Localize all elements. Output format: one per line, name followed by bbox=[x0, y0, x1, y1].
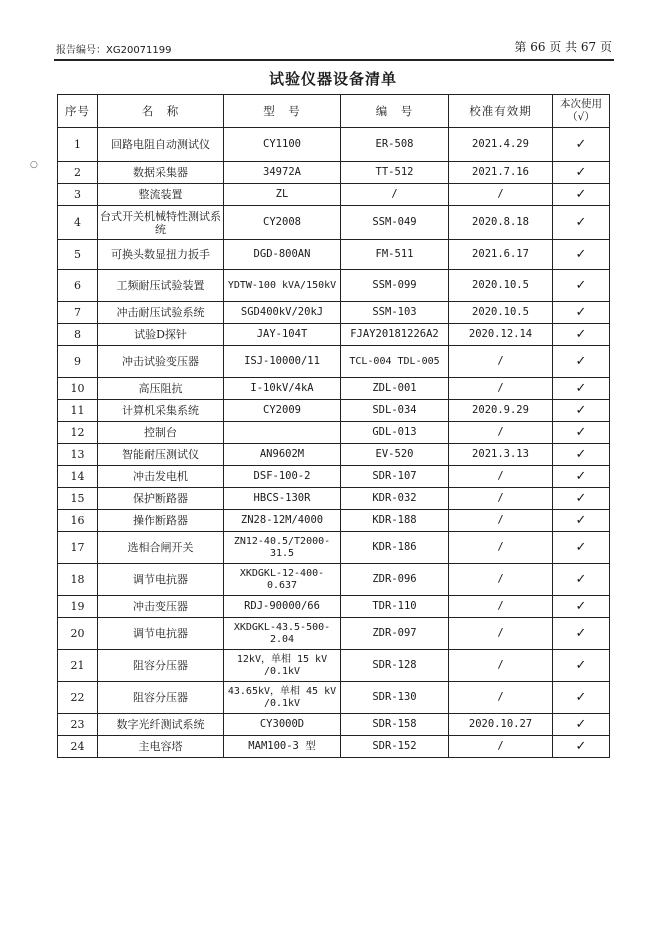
table-row bbox=[58, 618, 610, 650]
row-number: 10 bbox=[58, 378, 98, 400]
row-name: 操作断路器 bbox=[98, 510, 224, 532]
row-number: 23 bbox=[58, 714, 98, 736]
table-row bbox=[58, 128, 610, 162]
table-body bbox=[58, 128, 610, 758]
row-used-check: ✓ bbox=[553, 270, 610, 302]
row-name: 控制台 bbox=[98, 422, 224, 444]
row-code: SDR-130 bbox=[341, 682, 449, 714]
row-code: ER-508 bbox=[341, 128, 449, 162]
table-row bbox=[58, 240, 610, 270]
row-code: EV-520 bbox=[341, 444, 449, 466]
row-used-check: ✓ bbox=[553, 466, 610, 488]
row-name: 回路电阻自动测试仪 bbox=[98, 128, 224, 162]
row-code: SDR-107 bbox=[341, 466, 449, 488]
table-row bbox=[58, 650, 610, 682]
row-used-check: ✓ bbox=[553, 714, 610, 736]
row-valid: / bbox=[449, 618, 553, 650]
table-row bbox=[58, 324, 610, 346]
row-number: 9 bbox=[58, 346, 98, 378]
row-name: 冲击变压器 bbox=[98, 596, 224, 618]
row-valid: 2021.6.17 bbox=[449, 240, 553, 270]
row-number: 19 bbox=[58, 596, 98, 618]
row-used-check: ✓ bbox=[553, 510, 610, 532]
row-code: ZDL-001 bbox=[341, 378, 449, 400]
row-name: 调节电抗器 bbox=[98, 564, 224, 596]
table-row bbox=[58, 736, 610, 758]
row-used-check: ✓ bbox=[553, 240, 610, 270]
table-row bbox=[58, 400, 610, 422]
row-model: CY3000D bbox=[224, 714, 341, 736]
col-header-valid: 校准有效期 bbox=[449, 95, 553, 128]
row-name: 保护断路器 bbox=[98, 488, 224, 510]
row-used-check: ✓ bbox=[553, 378, 610, 400]
row-name: 选相合闸开关 bbox=[98, 532, 224, 564]
row-valid: / bbox=[449, 422, 553, 444]
row-number: 6 bbox=[58, 270, 98, 302]
row-valid: 2020.12.14 bbox=[449, 324, 553, 346]
row-name: 可换头数显扭力扳手 bbox=[98, 240, 224, 270]
report-number-value: XG20071199 bbox=[106, 45, 172, 56]
row-valid: 2021.4.29 bbox=[449, 128, 553, 162]
row-code: FJAY20181226A2 bbox=[341, 324, 449, 346]
row-number: 16 bbox=[58, 510, 98, 532]
row-model: MAM100-3 型 bbox=[224, 736, 341, 758]
table-row bbox=[58, 378, 610, 400]
col-header-name: 名 称 bbox=[98, 95, 224, 128]
table-row bbox=[58, 184, 610, 206]
table-row bbox=[58, 270, 610, 302]
row-code: FM-511 bbox=[341, 240, 449, 270]
row-valid: / bbox=[449, 488, 553, 510]
row-name: 计算机采集系统 bbox=[98, 400, 224, 422]
row-used-check: ✓ bbox=[553, 302, 610, 324]
row-valid: 2021.3.13 bbox=[449, 444, 553, 466]
row-model: 43.65kV，单相 45 kV /0.1kV bbox=[224, 682, 341, 714]
row-code: ZDR-097 bbox=[341, 618, 449, 650]
row-used-check: ✓ bbox=[553, 618, 610, 650]
row-model: XKDGKL-12-400-0.637 bbox=[224, 564, 341, 596]
row-used-check: ✓ bbox=[553, 564, 610, 596]
row-model: XKDGKL-43.5-500-2.04 bbox=[224, 618, 341, 650]
row-name: 冲击试验变压器 bbox=[98, 346, 224, 378]
row-code: SDR-152 bbox=[341, 736, 449, 758]
row-used-check: ✓ bbox=[553, 324, 610, 346]
row-name: 阻容分压器 bbox=[98, 650, 224, 682]
row-number: 1 bbox=[58, 128, 98, 162]
table-row bbox=[58, 346, 610, 378]
row-used-check: ✓ bbox=[553, 650, 610, 682]
row-code: SSM-049 bbox=[341, 206, 449, 240]
row-code: TT-512 bbox=[341, 162, 449, 184]
row-code: TCL-004 TDL-005 bbox=[341, 346, 449, 378]
col-header-model: 型 号 bbox=[224, 95, 341, 128]
row-number: 22 bbox=[58, 682, 98, 714]
row-used-check: ✓ bbox=[553, 532, 610, 564]
row-model: ZN28-12M/4000 bbox=[224, 510, 341, 532]
row-number: 13 bbox=[58, 444, 98, 466]
row-valid: / bbox=[449, 466, 553, 488]
row-number: 14 bbox=[58, 466, 98, 488]
equipment-table bbox=[57, 94, 610, 758]
row-valid: / bbox=[449, 510, 553, 532]
row-number: 5 bbox=[58, 240, 98, 270]
table-row bbox=[58, 162, 610, 184]
row-number: 15 bbox=[58, 488, 98, 510]
row-model: YDTW-100 kVA/150kV bbox=[224, 270, 341, 302]
row-model: SGD400kV/20kJ bbox=[224, 302, 341, 324]
table-row bbox=[58, 682, 610, 714]
row-number: 20 bbox=[58, 618, 98, 650]
row-model: DSF-100-2 bbox=[224, 466, 341, 488]
row-number: 7 bbox=[58, 302, 98, 324]
row-valid: / bbox=[449, 682, 553, 714]
page-title: 试验仪器设备清单 bbox=[268, 70, 397, 88]
row-valid: / bbox=[449, 564, 553, 596]
row-code: KDR-186 bbox=[341, 532, 449, 564]
col-header-code: 编 号 bbox=[341, 95, 449, 128]
row-valid: / bbox=[449, 596, 553, 618]
row-model: CY2008 bbox=[224, 206, 341, 240]
row-used-check: ✓ bbox=[553, 346, 610, 378]
row-name: 阻容分压器 bbox=[98, 682, 224, 714]
row-model: I-10kV/4kA bbox=[224, 378, 341, 400]
row-model bbox=[224, 422, 341, 444]
row-valid: 2020.10.5 bbox=[449, 270, 553, 302]
table-row bbox=[58, 488, 610, 510]
row-used-check: ✓ bbox=[553, 422, 610, 444]
row-name: 主电容塔 bbox=[98, 736, 224, 758]
table-row bbox=[58, 596, 610, 618]
row-number: 12 bbox=[58, 422, 98, 444]
row-number: 2 bbox=[58, 162, 98, 184]
row-model: ZL bbox=[224, 184, 341, 206]
table-row bbox=[58, 206, 610, 240]
row-code: KDR-188 bbox=[341, 510, 449, 532]
report-number-label: 报告编号： bbox=[56, 45, 106, 56]
row-code: / bbox=[341, 184, 449, 206]
row-name: 智能耐压测试仪 bbox=[98, 444, 224, 466]
row-model: DGD-800AN bbox=[224, 240, 341, 270]
col-header-no: 序号 bbox=[58, 95, 98, 128]
row-code: SSM-103 bbox=[341, 302, 449, 324]
row-valid: 2020.10.27 bbox=[449, 714, 553, 736]
col-header-used: 本次使用（√） bbox=[553, 95, 610, 128]
report-number bbox=[56, 41, 172, 56]
row-number: 4 bbox=[58, 206, 98, 240]
row-valid: 2020.8.18 bbox=[449, 206, 553, 240]
row-code: GDL-013 bbox=[341, 422, 449, 444]
table-row bbox=[58, 444, 610, 466]
row-model: ISJ-10000/11 bbox=[224, 346, 341, 378]
row-number: 18 bbox=[58, 564, 98, 596]
row-valid: 2021.7.16 bbox=[449, 162, 553, 184]
row-valid: / bbox=[449, 378, 553, 400]
row-code: ZDR-096 bbox=[341, 564, 449, 596]
table-row bbox=[58, 302, 610, 324]
row-used-check: ✓ bbox=[553, 444, 610, 466]
row-used-check: ✓ bbox=[553, 488, 610, 510]
row-used-check: ✓ bbox=[553, 128, 610, 162]
row-code: SDR-128 bbox=[341, 650, 449, 682]
row-name: 工频耐压试验装置 bbox=[98, 270, 224, 302]
row-model: RDJ-90000/66 bbox=[224, 596, 341, 618]
row-number: 8 bbox=[58, 324, 98, 346]
table-row bbox=[58, 422, 610, 444]
row-code: SSM-099 bbox=[341, 270, 449, 302]
row-name: 调节电抗器 bbox=[98, 618, 224, 650]
row-model: JAY-104T bbox=[224, 324, 341, 346]
row-name: 台式开关机械特性测试系统 bbox=[98, 206, 224, 240]
binder-mark: ○ bbox=[30, 160, 38, 170]
row-model: CY1100 bbox=[224, 128, 341, 162]
row-number: 17 bbox=[58, 532, 98, 564]
row-valid: / bbox=[449, 346, 553, 378]
row-name: 冲击耐压试验系统 bbox=[98, 302, 224, 324]
table-header-row bbox=[58, 95, 610, 128]
row-valid: 2020.10.5 bbox=[449, 302, 553, 324]
row-model: CY2009 bbox=[224, 400, 341, 422]
row-used-check: ✓ bbox=[553, 736, 610, 758]
row-valid: / bbox=[449, 650, 553, 682]
table-row bbox=[58, 564, 610, 596]
row-code: KDR-032 bbox=[341, 488, 449, 510]
row-number: 21 bbox=[58, 650, 98, 682]
row-code: TDR-110 bbox=[341, 596, 449, 618]
table-row bbox=[58, 714, 610, 736]
row-code: SDL-034 bbox=[341, 400, 449, 422]
table-row bbox=[58, 510, 610, 532]
row-name: 冲击发电机 bbox=[98, 466, 224, 488]
row-model: HBCS-130R bbox=[224, 488, 341, 510]
row-model: 34972A bbox=[224, 162, 341, 184]
row-number: 11 bbox=[58, 400, 98, 422]
row-name: 数字光纤测试系统 bbox=[98, 714, 224, 736]
table-row bbox=[58, 532, 610, 564]
row-valid: 2020.9.29 bbox=[449, 400, 553, 422]
row-model: 12kV，单相 15 kV /0.1kV bbox=[224, 650, 341, 682]
header-divider bbox=[54, 59, 614, 61]
row-used-check: ✓ bbox=[553, 596, 610, 618]
table-row bbox=[58, 466, 610, 488]
row-used-check: ✓ bbox=[553, 400, 610, 422]
row-number: 3 bbox=[58, 184, 98, 206]
row-name: 数据采集器 bbox=[98, 162, 224, 184]
row-used-check: ✓ bbox=[553, 682, 610, 714]
row-valid: / bbox=[449, 532, 553, 564]
row-model: ZN12-40.5/T2000-31.5 bbox=[224, 532, 341, 564]
row-used-check: ✓ bbox=[553, 162, 610, 184]
row-valid: / bbox=[449, 736, 553, 758]
row-name: 整流装置 bbox=[98, 184, 224, 206]
row-used-check: ✓ bbox=[553, 206, 610, 240]
row-used-check: ✓ bbox=[553, 184, 610, 206]
row-number: 24 bbox=[58, 736, 98, 758]
row-model: AN9602M bbox=[224, 444, 341, 466]
row-valid: / bbox=[449, 184, 553, 206]
row-name: 高压阻抗 bbox=[98, 378, 224, 400]
page-info: 第 66 页 共 67 页 bbox=[514, 40, 612, 54]
row-code: SDR-158 bbox=[341, 714, 449, 736]
row-name: 试验D探针 bbox=[98, 324, 224, 346]
